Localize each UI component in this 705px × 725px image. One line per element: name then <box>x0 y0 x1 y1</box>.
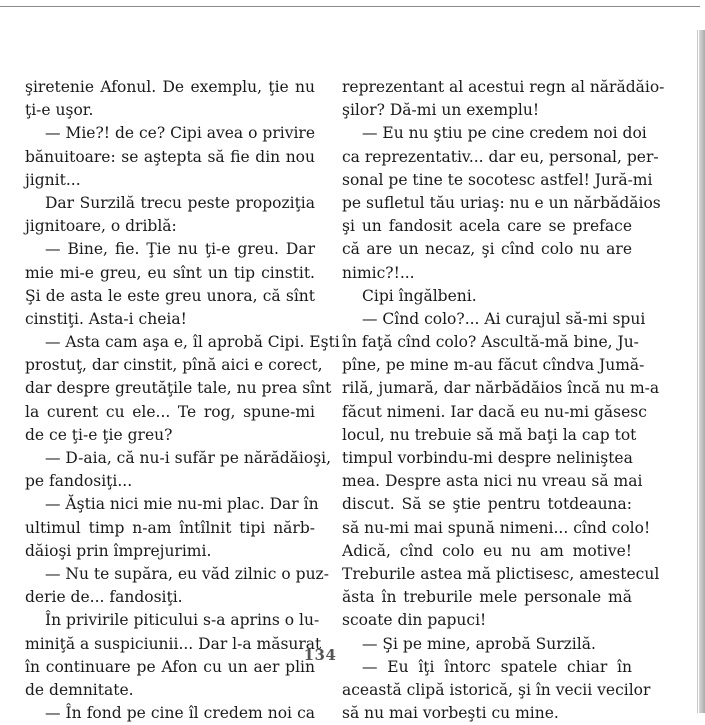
text-line: ţi-e uşor. <box>25 101 94 120</box>
text-line: — Ăştia nici mie nu-mi plac. Dar în <box>45 495 319 514</box>
text-line: — Eu nu ştiu pe cine credem noi doi <box>362 124 647 143</box>
text-line: mea. Despre asta nici nu vreau să mai <box>342 472 643 491</box>
text-line: să nu mai vorbeşti cu mine. <box>342 704 559 723</box>
text-line: derie de... fandosiţi. <box>25 588 183 607</box>
text-line: reprezentant al acestui regn al nărădăio- <box>342 78 665 96</box>
text-line: de ce ţi-e ţie greu? <box>25 425 173 444</box>
text-line: şilor? Dă-mi un exemplu! <box>342 101 540 120</box>
text-line: — Nu te supăra, eu văd zilnic o puz- <box>45 564 329 583</box>
text-line: — D-aia, că nu-i sufăr pe nărădăioşi, <box>45 449 332 467</box>
text-line: mie mi-e greu, eu sînt un tip cinstit. <box>25 263 315 282</box>
text-line: — Eu îţi întorc spatele chiar în <box>362 657 632 676</box>
text-line: prostuţ, dar cinstit, pînă aici e corect, <box>25 356 323 375</box>
text-line: — Cînd colo?... Ai curajul să-mi spui <box>362 309 646 328</box>
page-number: 134 <box>303 646 337 664</box>
text-line: nimic?!... <box>342 263 415 282</box>
text-line: dar despre greutăţile tale, nu prea sînt <box>25 379 332 398</box>
top-rule <box>0 6 700 7</box>
text-line: pîne, pe mine m-au făcut cîndva Jumă- <box>342 356 645 375</box>
text-line: jignitoare, o driblă: <box>25 217 177 236</box>
text-line: locul, nu trebuie să mă baţi la cap tot <box>342 425 637 444</box>
text-line: — Asta cam aşa e, îl aprobă Cipi. Eşti <box>45 333 340 352</box>
book-spine-shadow <box>699 30 705 713</box>
text-line: ca reprezentativ... dar eu, personal, per- <box>342 147 659 166</box>
text-line: — Şi pe mine, aprobă Surzilă. <box>362 634 596 653</box>
text-line: în continuare pe Afon cu un aer plin <box>25 657 315 676</box>
text-line: de demnitate. <box>25 680 134 699</box>
text-line: bănuitoare: se aştepta să fie din nou <box>25 147 315 166</box>
text-line: Dar Surzilă trecu peste propoziţia <box>45 193 315 212</box>
text-line: cinstiţi. Asta-i cheia! <box>25 309 187 328</box>
text-line: rilă, jumară, dar nărbădăios încă nu m-a <box>342 379 660 398</box>
text-line: în faţă cînd colo? Ascultă-mă bine, Ju- <box>342 333 639 352</box>
text-line: jignit... <box>25 170 81 189</box>
text-line: Adică, cînd colo eu nu am motive! <box>342 541 632 560</box>
text-line: la curent cu ele... Te rog, spune-mi <box>25 402 315 421</box>
text-line: că are un necaz, şi cînd colo nu are <box>342 240 632 259</box>
text-line: — Mie?! de ce? Cipi avea o privire <box>45 124 315 143</box>
text-line: pe fandosiţi... <box>25 472 133 491</box>
text-line: — Bine, fie. Ţie nu ţi-e greu. Dar <box>45 240 315 259</box>
text-line: În privirile piticului s-a aprins o lu- <box>45 611 320 630</box>
text-line: — În fond pe cine îl credem noi ca <box>45 704 315 723</box>
text-line: timpul vorbindu-mi despre neliniştea <box>342 449 633 467</box>
text-line: miniţă a suspiciunii... Dar l-a măsurat <box>25 634 322 653</box>
text-line: Şi de asta le este greu unora, că sînt <box>25 286 315 305</box>
text-line: pe sufletul tău uriaş: nu e un nărbădăios <box>342 193 661 212</box>
page-edge <box>697 30 698 713</box>
text-line: ăsta în treburile mele personale mă <box>342 588 632 607</box>
text-line: scoate din papuci! <box>342 611 487 630</box>
text-line: şi un fandosit acela care se preface <box>342 217 632 236</box>
right-column <box>342 76 665 725</box>
text-line: să nu-mi mai spună nimeni... cînd colo! <box>342 518 651 537</box>
text-line: Treburile astea mă plictisesc, amestecul <box>342 564 660 583</box>
text-line: această clipă istorică, şi în vecii vecilor <box>342 680 651 699</box>
text-line: ultimul timp n-am întîlnit tipi nărb- <box>25 518 315 537</box>
text-line: sonal pe tine te socotesc astfel! Jură-mi <box>342 170 653 189</box>
text-line: Cipi îngălbeni. <box>362 286 477 305</box>
text-line: şiretenie Afonul. De exemplu, ţie nu <box>25 78 315 96</box>
text-line: discut. Să se ştie pentru totdeauna: <box>342 495 632 514</box>
text-line: făcut nimeni. Iar dacă eu nu-mi găsesc <box>342 402 647 421</box>
text-line: dăioşi prin împrejurimi. <box>25 541 212 560</box>
